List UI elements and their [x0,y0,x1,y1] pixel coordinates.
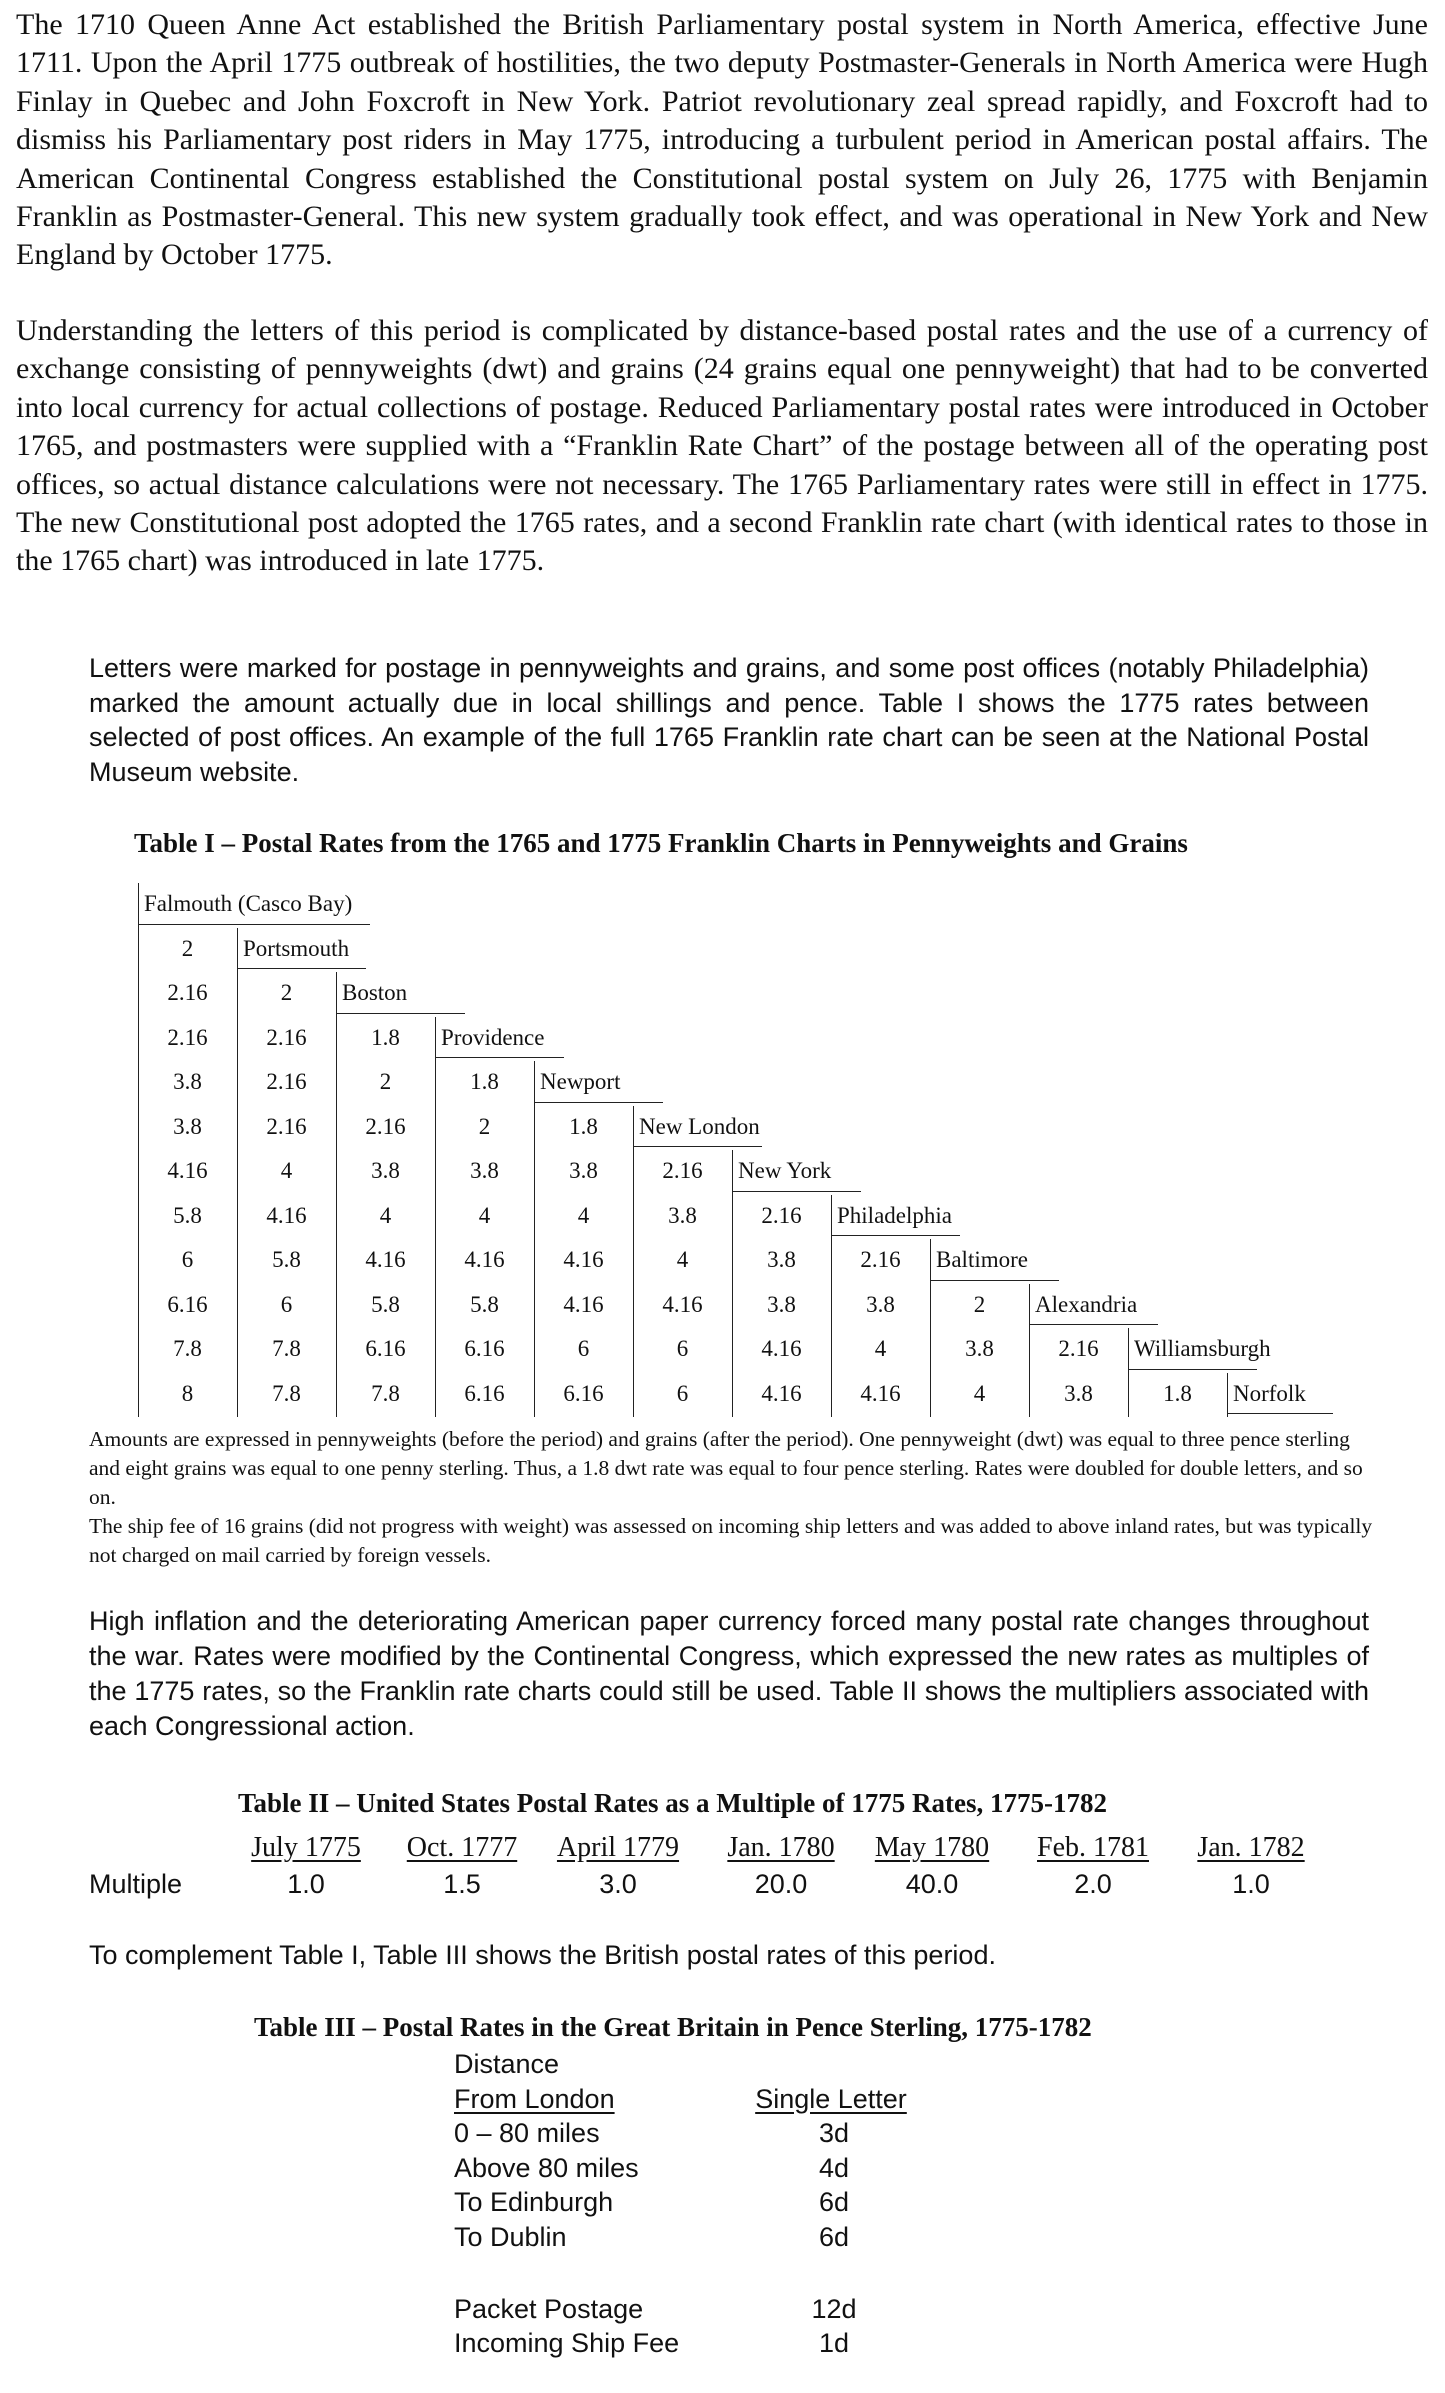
rate-cell: 3.8 [965,1336,994,1361]
rate-destination: 0 – 80 miles [454,2118,600,2148]
marking-paragraph: Letters were marked for postage in pennyweights and grains, and some post offices (notably Philadelphia) marked the amount actually due in local shillings and pence. Table I shows the 1775 rates between selected of post offices. An example of the full 1765 Franklin rate chart can be seen at the National Postal Museum website. [89,653,1369,787]
rate-cell: 1.8 [470,1069,499,1094]
distance-header: Distance [454,2049,560,2079]
multiple-value: 1.0 [287,1869,325,1899]
rate-cell: 3.8 [767,1247,796,1272]
rate-cell: 2.16 [1058,1336,1099,1361]
rate-cell: 7.8 [272,1336,301,1361]
rate-amount: 6d [818,2221,850,2252]
rate-cell: 3.8 [470,1158,499,1183]
multiple-value: 3.0 [599,1869,637,1899]
from-london-header: From London [454,2083,615,2114]
rate-amount: 1d [818,2328,850,2358]
rate-cell: 4 [577,1202,590,1228]
multiple-value: 2.0 [1074,1869,1112,1899]
rate-cell: 1.8 [371,1024,400,1050]
complement-paragraph: To complement Table I, Table III shows the British postal rates of this period. [89,1940,996,1970]
rate-cell: 2 [478,1113,491,1139]
rate-cell: 6 [280,1291,293,1317]
town-name: New York [738,1158,832,1183]
inflation-paragraph: High inflation and the deteriorating American paper currency forced many postal rate changes throughout the war. Rates were modified by the Continental Congress, which expressed the new rates as multiples of the 1775 rates, so the Franklin rate charts could still be used. Table II shows the multipliers associated with each Congressional action. [89,1606,1369,1741]
rate-cell: 3.8 [767,1291,796,1317]
single-letter-header: Single Letter [755,2083,907,2114]
rate-cell: 2 [280,980,293,1005]
table1-note: Amounts are expressed in pennyweights (before the period) and grains (after the period). One pennyweight (dwt) was equal to three pence sterling and eight grains was equal to one penny sterling. Thus, a 1.8 dwt rate was equal to four pence sterling. Rates were doubled for double letters, and so on. [89,1427,1363,1509]
town-name: New London [639,1113,760,1139]
town-name: Boston [342,980,408,1005]
town-name: Falmouth (Casco Bay) [144,891,353,916]
rate-cell: 1.8 [1163,1380,1192,1406]
town-name: Portsmouth [243,935,350,961]
rate-cell: 3.8 [371,1158,400,1183]
rate-amount: 12d [811,2293,857,2324]
multiple-row-label: Multiple [89,1869,183,1899]
rate-cell: 3.8 [1064,1380,1093,1406]
rate-cell: 2 [181,935,194,961]
rate-cell: 4 [280,1158,293,1183]
rate-cell: 4.16 [464,1247,505,1272]
rate-cell: 8 [181,1380,194,1406]
rate-destination: Incoming Ship Fee [454,2328,680,2358]
rate-cell: 6.16 [464,1336,505,1361]
rate-cell: 1.8 [569,1113,598,1139]
rate-cell: 7.8 [173,1336,202,1361]
town-name: Philadelphia [837,1202,952,1228]
town-underline [138,924,370,925]
town-underline [1227,1413,1333,1414]
town-name: Williamsburgh [1134,1336,1271,1361]
date-header: Oct. 1777 [406,1832,518,1863]
table1-caption: Table I – Postal Rates from the 1765 and 1775 Franklin Charts in Pennyweights and Grains [134,828,1188,858]
rate-cell: 6 [676,1380,689,1406]
rate-cell: 6.16 [365,1336,406,1361]
date-header: May 1780 [874,1832,990,1863]
rate-cell: 5.8 [371,1291,400,1317]
rate-cell: 6 [676,1336,689,1361]
rate-cell: 4.16 [266,1202,307,1228]
chart-column-divider [1227,1373,1228,1418]
table1-notes [89,1425,1379,1570]
intro-paragraph: The 1710 Queen Anne Act established the British Parliamentary postal system in North America, effective June 1711. Upon the April 1775 outbreak of hostilities, the two deputy Postmaster-Generals in North America were Hugh Finlay in Quebec and John Foxcroft in New York. Patriot revolutionary zeal spread rapidly, and Foxcroft had to dismiss his Parliamentary post riders in May 1775, introducing a turbulent period in American postal affairs. The American Continental Congress established the Constitutional postal system on July 26, 1775 with Benjamin Franklin as Postmaster-General. This new system gradually took effect, and was operational in New York and New England by October 1775. [16,8,1428,272]
rate-cell: 2.16 [761,1202,802,1228]
rate-cell: 6 [577,1336,590,1361]
date-header: Jan. 1782 [1197,1832,1305,1863]
rate-cell: 4.16 [662,1291,703,1317]
table2-caption: Table II – United States Postal Rates as a Multiple of 1775 Rates, 1775-1782 [238,1788,1107,1818]
rate-cell: 4 [676,1247,689,1272]
rate-cell: 4 [973,1380,986,1406]
town-name: Baltimore [936,1247,1028,1272]
rate-amount: 4d [818,2152,850,2183]
date-header: April 1779 [556,1832,680,1863]
date-header: Jan. 1780 [727,1832,835,1863]
town-name: Newport [540,1069,621,1094]
town-underline [1128,1369,1257,1370]
town-underline [336,1013,465,1014]
multiple-value: 20.0 [754,1869,808,1899]
rate-cell: 4.16 [761,1336,802,1361]
town-underline [1029,1324,1158,1325]
town-name: Providence [441,1024,545,1050]
rate-cell: 3.8 [173,1113,202,1139]
rate-cell: 4.16 [761,1380,802,1406]
rate-cell: 2.16 [860,1247,901,1272]
rate-cell: 6 [181,1247,194,1272]
town-underline [534,1102,663,1103]
rate-cell: 2.16 [365,1113,406,1139]
franklin-rate-chart [138,883,1338,1418]
rate-cell: 4 [874,1336,887,1361]
multiplier-table [89,1830,1389,1910]
rate-amount: 3d [818,2118,850,2148]
town-name: Norfolk [1233,1380,1306,1406]
rate-cell: 7.8 [371,1380,400,1406]
town-underline [930,1280,1059,1281]
multiple-value: 1.0 [1232,1869,1270,1899]
rate-cell: 3.8 [569,1158,598,1183]
rate-cell: 7.8 [272,1380,301,1406]
rate-cell: 4.16 [365,1247,406,1272]
rate-cell: 2.16 [167,1024,208,1050]
rate-cell: 2 [973,1291,986,1317]
rate-cell: 4 [379,1202,392,1228]
rate-cell: 2.16 [662,1158,703,1183]
town-underline [633,1146,762,1147]
town-underline [732,1191,861,1192]
rates-paragraph: Understanding the letters of this period is complicated by distance-based postal rates and the use of a currency of exchange consisting of pennyweights (dwt) and grains (24 grains equal one pennyweight) that had to be converted into local currency for actual collections of postage. Reduced Parliamentary postal rates were introduced in October 1765, and postmasters were supplied with a “Franklin Rate Chart” of the postage between all of the operating post offices, so actual distance calculations were not necessary. The 1765 Parliamentary rates were still in effect in 1775. The new Constitutional post adopted the 1765 rates, and a second Franklin rate chart (with identical rates to those in the 1765 chart) was introduced in late 1775. [16,314,1428,578]
rate-cell: 2.16 [266,1113,307,1139]
table1-note: The ship fee of 16 grains (did not progress with weight) was assessed on incoming ship letters and was added to above inland rates, but was typically not charged on mail carried by foreign vessels. [89,1514,1373,1567]
rate-cell: 2.16 [266,1069,307,1094]
rate-cell: 3.8 [173,1069,202,1094]
rate-cell: 4.16 [563,1247,604,1272]
multiple-value: 1.5 [443,1869,481,1899]
table3-caption: Table III – Postal Rates in the Great Britain in Pence Sterling, 1775-1782 [254,2012,1092,2042]
rate-cell: 5.8 [272,1247,301,1272]
rate-cell: 2.16 [167,980,208,1005]
rate-cell: 4.16 [563,1291,604,1317]
rate-cell: 4 [478,1202,491,1228]
town-underline [237,968,366,969]
date-header: July 1775 [251,1832,361,1863]
rate-cell: 6.16 [563,1380,604,1406]
rate-cell: 6.16 [167,1291,208,1317]
rate-cell: 6.16 [464,1380,505,1406]
rate-destination: Packet Postage [454,2293,644,2324]
rate-amount: 6d [818,2187,850,2217]
rate-cell: 3.8 [866,1291,895,1317]
rate-cell: 4.16 [167,1158,208,1183]
town-underline [435,1057,564,1058]
rate-cell: 2.16 [266,1024,307,1050]
british-rates-table [454,2047,954,2367]
date-header: Feb. 1781 [1037,1832,1149,1863]
rate-destination: Above 80 miles [454,2152,639,2183]
rate-cell: 4.16 [860,1380,901,1406]
rate-destination: To Dublin [454,2221,567,2252]
rate-cell: 5.8 [173,1202,202,1228]
rate-cell: 5.8 [470,1291,499,1317]
town-name: Alexandria [1035,1291,1138,1317]
rate-cell: 3.8 [668,1202,697,1228]
rate-cell: 2 [379,1069,392,1094]
multiple-value: 40.0 [905,1869,959,1899]
rate-destination: To Edinburgh [454,2187,614,2217]
town-underline [831,1235,960,1236]
